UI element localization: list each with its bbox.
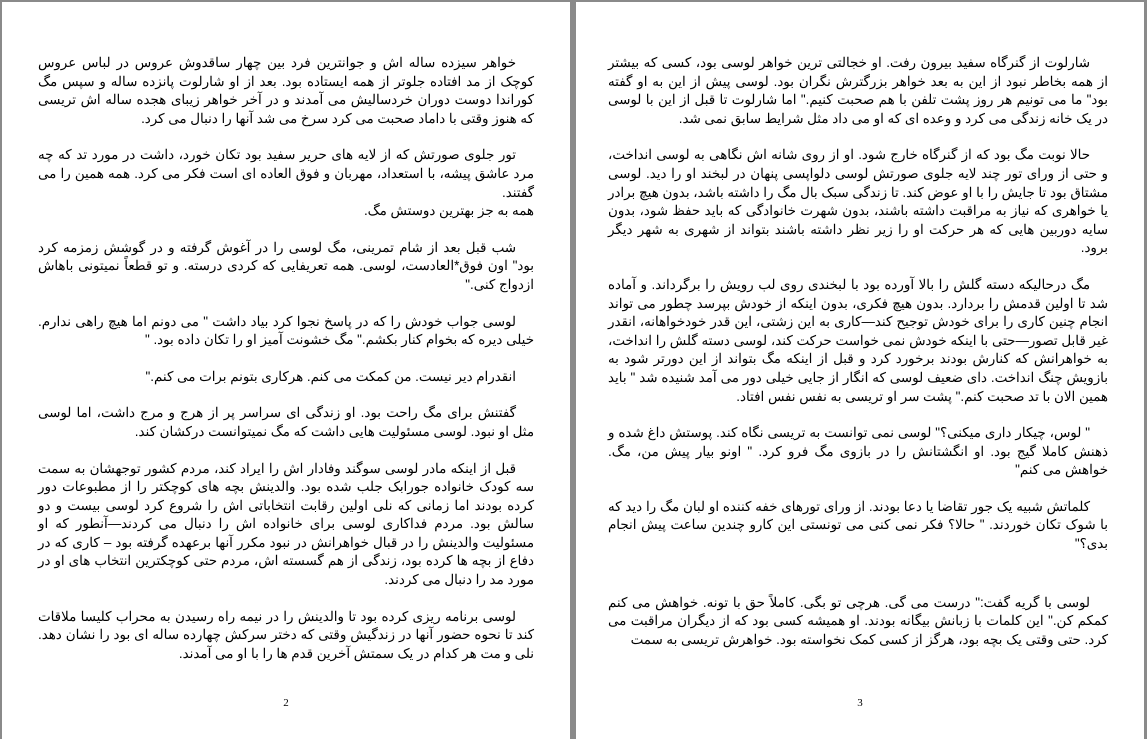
paragraph: کلماتش شبیه یک جور تقاضا یا دعا بودند. از ورای تورهای خفه کننده او لبان مگ را دید که با شوک تکان خوردند. " حالا؟ فکر نمی کنی می تونستی این کارو چندین ساعت پیش انجام بدی؟" [608, 498, 1108, 552]
paragraph: مگ درحالیکه دسته گلش را بالا آورده بود با لبخندی روی لب رویش را برگرداند. و آماده شد تا اولین قدمش را بردارد. بدون هیچ فکری، بدون اینکه از خودش بپرسد چطور می تواند انجام چنین کاری را برای خودش توجیح کند—کاری به این زشتی، این قدر خودخواهانه، انقدر غیر قابل تصور—حتی با اینکه خودش نمی خواست حرکت کند، لوسی دسته گلش را انداخت، به خواهرانش که کنارش بودند برخورد کرد و قبل از اینکه مگ بتواند از این دورتر شود به بازویش چنگ انداخت. دای ضعیف لوسی که انگار از جایی خیلی دور می آمد شنیده شد " باید همین الان با تد صحبت کنم." پشت سر او تریسی به نفس نفس افتاد. [608, 276, 1108, 404]
page-number: 3 [857, 697, 863, 709]
paragraph: انقدرام دیر نیست. من کمکت می کنم. هرکاری بتونم برات می کنم." [145, 368, 516, 384]
paragraph: گفتنش برای مگ راحت بود. او زندگی ای سراسر پر از هرج و مرج داشت، اما لوسی مثل او نبود. لوسی مسئولیت هایی داشت که مگ نمیتوانست درکشان کند. [38, 405, 534, 439]
left-page-text [38, 54, 534, 663]
paragraph: " لوس، چیکار داری میکنی؟" لوسی نمی توانست به تریسی نگاه کند. پوستش داغ شده و ذهنش کاملا گیج بود. او انگشتانش را در بازوی مگ فرو کرد. " اونو بیار پیش من، مگ. خواهش می کنم" [608, 425, 1108, 478]
paragraph: قبل از اینکه مادر لوسی سوگند وفادار اش را ایراد کند، مردم کشور توجهشان به سمت سه کودک خانواده جورابک جلب شده بود. والدینش بچه های کوچکتر را از مطبوعات دور کرده بودند اما زمانی که نلی اولین رقابت انتخاباتی اش را شروع کرد لوسی بیست و دو سالش بود. مردم فداکاری لوسی برای خانواده اش را دنبال می کردند—آنطور که او مسئولیت والدینش را در قبال خواهرانش در نبود مکرر آنها برعهده گرفته بود – کاری که در دفاع از بچه ها کرده بود، زندگی از هم گسسته اش، مردم حتی کوچکترین انتخاب های او در مورد مد را دنبال می کردند. [38, 460, 534, 588]
paragraph: لوسی برنامه ریزی کرده بود تا والدینش را در نیمه راه رسیدن به محراب کلیسا ملاقات کند تا نحوه حضور آنها در زندگیش وقتی که دختر سرکش چهارده ساله ای بود را نشان دهد. نلی و مت هر کدام در یک سمتش آخرین قدم ها را با او می آمدند. [38, 608, 534, 661]
right-page [576, 2, 1144, 739]
right-page-text [608, 54, 1108, 649]
left-page [2, 2, 570, 739]
paragraph: شب قبل بعد از شام تمرینی، مگ لوسی را در آغوش گرفته و در گوشش زمزمه کرد بود" اون فوق*العادست، لوسی. همه تعریفایی که کردی درسته. و تو قطعاً نمیتونی باهاش ازدواج کنی." [38, 239, 534, 292]
paragraph: خواهر سیزده ساله اش و جوانترین فرد بین چهار ساقدوش عروس در لباس عروس کوچک از مد افتاده جلوتر از همه ایستاده بود. بعد از او شارلوت پانزده ساله و سپس مگ کوراندا دوست دوران خردسالیش می آمدند و در آخر خواهر زیبای هجده ساله اش تریسی که هنوز وقتی با داماد صحبت می کرد سرخ می شد آنها را دنبال می کرد. [38, 55, 534, 126]
paragraph: تور جلوی صورتش که از لایه های حریر سفید بود تکان خورد، داشت در مورد تد که چه مرد عاشق پیشه، با استعداد، مهربان و فوق العاده ای است فکر می کرد. همه همین را می گفتند. همه به جز بهترین دوستش مگ. [38, 147, 534, 219]
paragraph: لوسی جواب خودش را که در پاسخ نجوا کرد بیاد داشت " می دونم اما هیچ راهی ندارم. خیلی دیره که بخوام کنار بکشم." مگ خشونت آمیز او را تکان داده بود. " [38, 313, 534, 348]
paragraph: حالا نوبت مگ بود که از گنرگاه خارج شود. او از روی شانه اش نگاهی به لوسی انداخت، و حتی از ورای تور چند لایه جلوی صورتش لوسی دلواپسی پنهان در لبخند او را دید. لوسی مشتاق بود تا جایش را با او عوض کند. تا زندگی سبک بال مگ را داشته باشد، بدون هیچ برادر یا خواهری که نیاز به مراقبت داشته باشند، بدون شهرت خانوادگی که باید حفظ شود، بدون سایه دوربین هایی که هر حرکت او را زیر نظر داشته باشند بتواند از شهری به شهر دیگر برود. [608, 147, 1108, 256]
paragraph: لوسی با گریه گفت:" درست می گی. هرچی تو بگی. کاملاً حق با تونه. خواهش می کنم کمکم کن." این کلمات با زبانش بیگانه بودند. او همیشه کسی بود که از دیگران مراقبت می کرد. حتی وقتی یک بچه بود، هرگز از کسی کمک نخواسته بود. خواهرش تریسی به سمت [608, 594, 1108, 647]
paragraph: شارلوت از گنرگاه سفید بیرون رفت. او خجالتی ترین خواهر لوسی بود، کسی که بیشتر از همه بخاطر نبود از این به بعد خواهر بزرگترش نگران بود. لوسی پیش از این به او گفته بود" ما می تونیم هر روز پشت تلفن با هم صحبت کنیم." اما شارلوت تا قبل از این با لوسی در یک خانه زندگی می کرد و وعده ای که او می داد مثل شرایط سابق نمی شد. [608, 55, 1108, 126]
page-number: 2 [283, 697, 289, 709]
